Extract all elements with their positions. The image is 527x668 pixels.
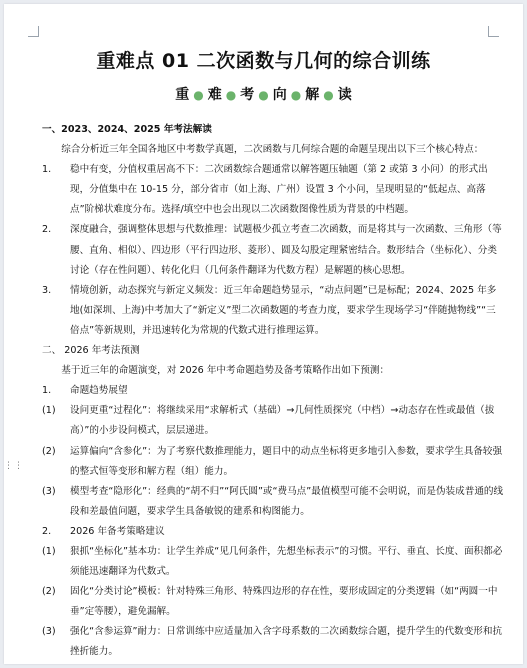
list-item [42,442,504,482]
item-text: 深度融合，强调整体思想与代数推理：试题极少孤立考查二次函数，而是将其与一次函数、三角形（等腰、直角、相似）、四边形（平行四边形、菱形）、圆及勾股定理紧密结合。数形结合（坐标化）、分类讨论（存在性问题）、转化化归（几何条件翻译为代数方程）是解题的核心思想。 [70,224,502,276]
list-item [42,220,504,280]
subsection-title: 命题趋势展望 [70,385,128,397]
item-number: (2) [42,445,56,457]
item-number: (2) [42,586,56,598]
list-item [42,281,504,341]
item-text: 情境创新，动态探究与新定义频发：近三年命题趋势显示，“动点问题”已是标配；2024、2025 年多地(如深圳、上海)中考加大了“新定义”型二次函数题的考查力度，要求学生现场学习“伴随抛物线”“三倍点”等新规则，并迅速转化为常规的代数式进行推理运算。 [70,284,497,336]
item-text: 固化“分类讨论”模板：针对特殊三角形、特殊四边形的存在性，要形成固定的分类逻辑（如“两圆一中垂”定等腰），避免漏解。 [70,586,498,618]
subsection-heading [42,522,504,542]
item-text: 狠抓“坐标化”基本功：让学生养成“见几何条件，先想坐标表示”的习惯。平行、垂直、长度、面积都必须能迅速翻译为代数式。 [70,545,503,578]
item-text: 运算偏向“含参化”：为了考察代数推理能力，题目中的动点坐标将更多地引入参数，要求学生具备较强的整式恒等变形和解方程（组）能力。 [70,445,503,477]
banner-char: 解 [305,87,320,103]
section-heading: 一、2023、2024、2025 年考法解读 [42,124,212,135]
margin-corner-mark [488,26,499,37]
item-text: 强化“含参运算”耐力：日常训练中应适量加入含字母系数的二次函数综合题，提升学生的代数变形和抗挫折能力。 [70,626,503,658]
item-number: (3) [42,626,56,638]
drag-handle-icon[interactable]: ⋮⋮ [4,461,24,471]
paragraph: 综合分析近三年全国各地区中考数学真题，二次函数与几何综合题的命题呈现出以下三个核心特点： [61,144,484,156]
section-banner: 重 ● 难 ● 考 ● 向 ● 解 ● 读 [175,87,352,103]
item-text: 模型考查“隐形化”：经典的“胡不归”“阿氏圆”或“费马点”最值模型可能不会明说，而是伪装成普通的线段和差最值问题，要求学生具备敏锐的建系和构图能力。 [70,485,504,517]
item-number: 1. [42,164,52,176]
banner-char: 难 [207,87,222,103]
item-number: (1) [42,405,56,417]
document-title: 重难点 01 二次函数与几何的综合训练 [96,50,431,72]
section-heading: 二、 2026 年考法预测 [42,345,140,357]
item-text: 设问更重“过程化”：将继续采用“求解析式（基础）→几何性质探究（中档）→动态存在性或最值（拔高）”的小步设问模式，层层递进。 [70,405,495,437]
document-body [42,120,504,663]
item-number: 3. [42,284,52,296]
item-number: (3) [42,485,56,497]
subsection-heading [42,381,504,401]
item-number: 2. [42,525,52,537]
list-item [42,160,504,220]
banner-char: 重 [175,87,190,103]
banner-char: 向 [272,87,287,103]
subsection-title: 2026 年备考策略建议 [70,525,165,537]
list-item [42,482,504,522]
list-item [42,401,504,441]
banner-char: 读 [337,87,352,103]
paragraph: 基于近三年的命题演变，对 2026 年中考命题趋势及备考策略作出如下预测： [61,365,390,377]
item-number: 2. [42,224,52,236]
banner-char: 考 [240,87,255,103]
list-item [42,542,504,582]
document-page [4,4,523,664]
list-item [42,582,504,622]
margin-corner-mark [28,26,39,37]
list-item [42,622,504,662]
item-number: 1. [42,385,52,397]
item-number: (1) [42,545,56,557]
item-text: 稳中有变，分值权重居高不下：二次函数综合题通常以解答题压轴题（第 2 或第 3 小问）的形式出现，分值集中在 10-15 分，部分省市（如上海、广州）设置 3 个小问，呈现明显的“低起点、高落点”阶梯状难度分布。选择/填空中也会出现以二次函数图像性质为背景的中档题。 [70,164,488,216]
